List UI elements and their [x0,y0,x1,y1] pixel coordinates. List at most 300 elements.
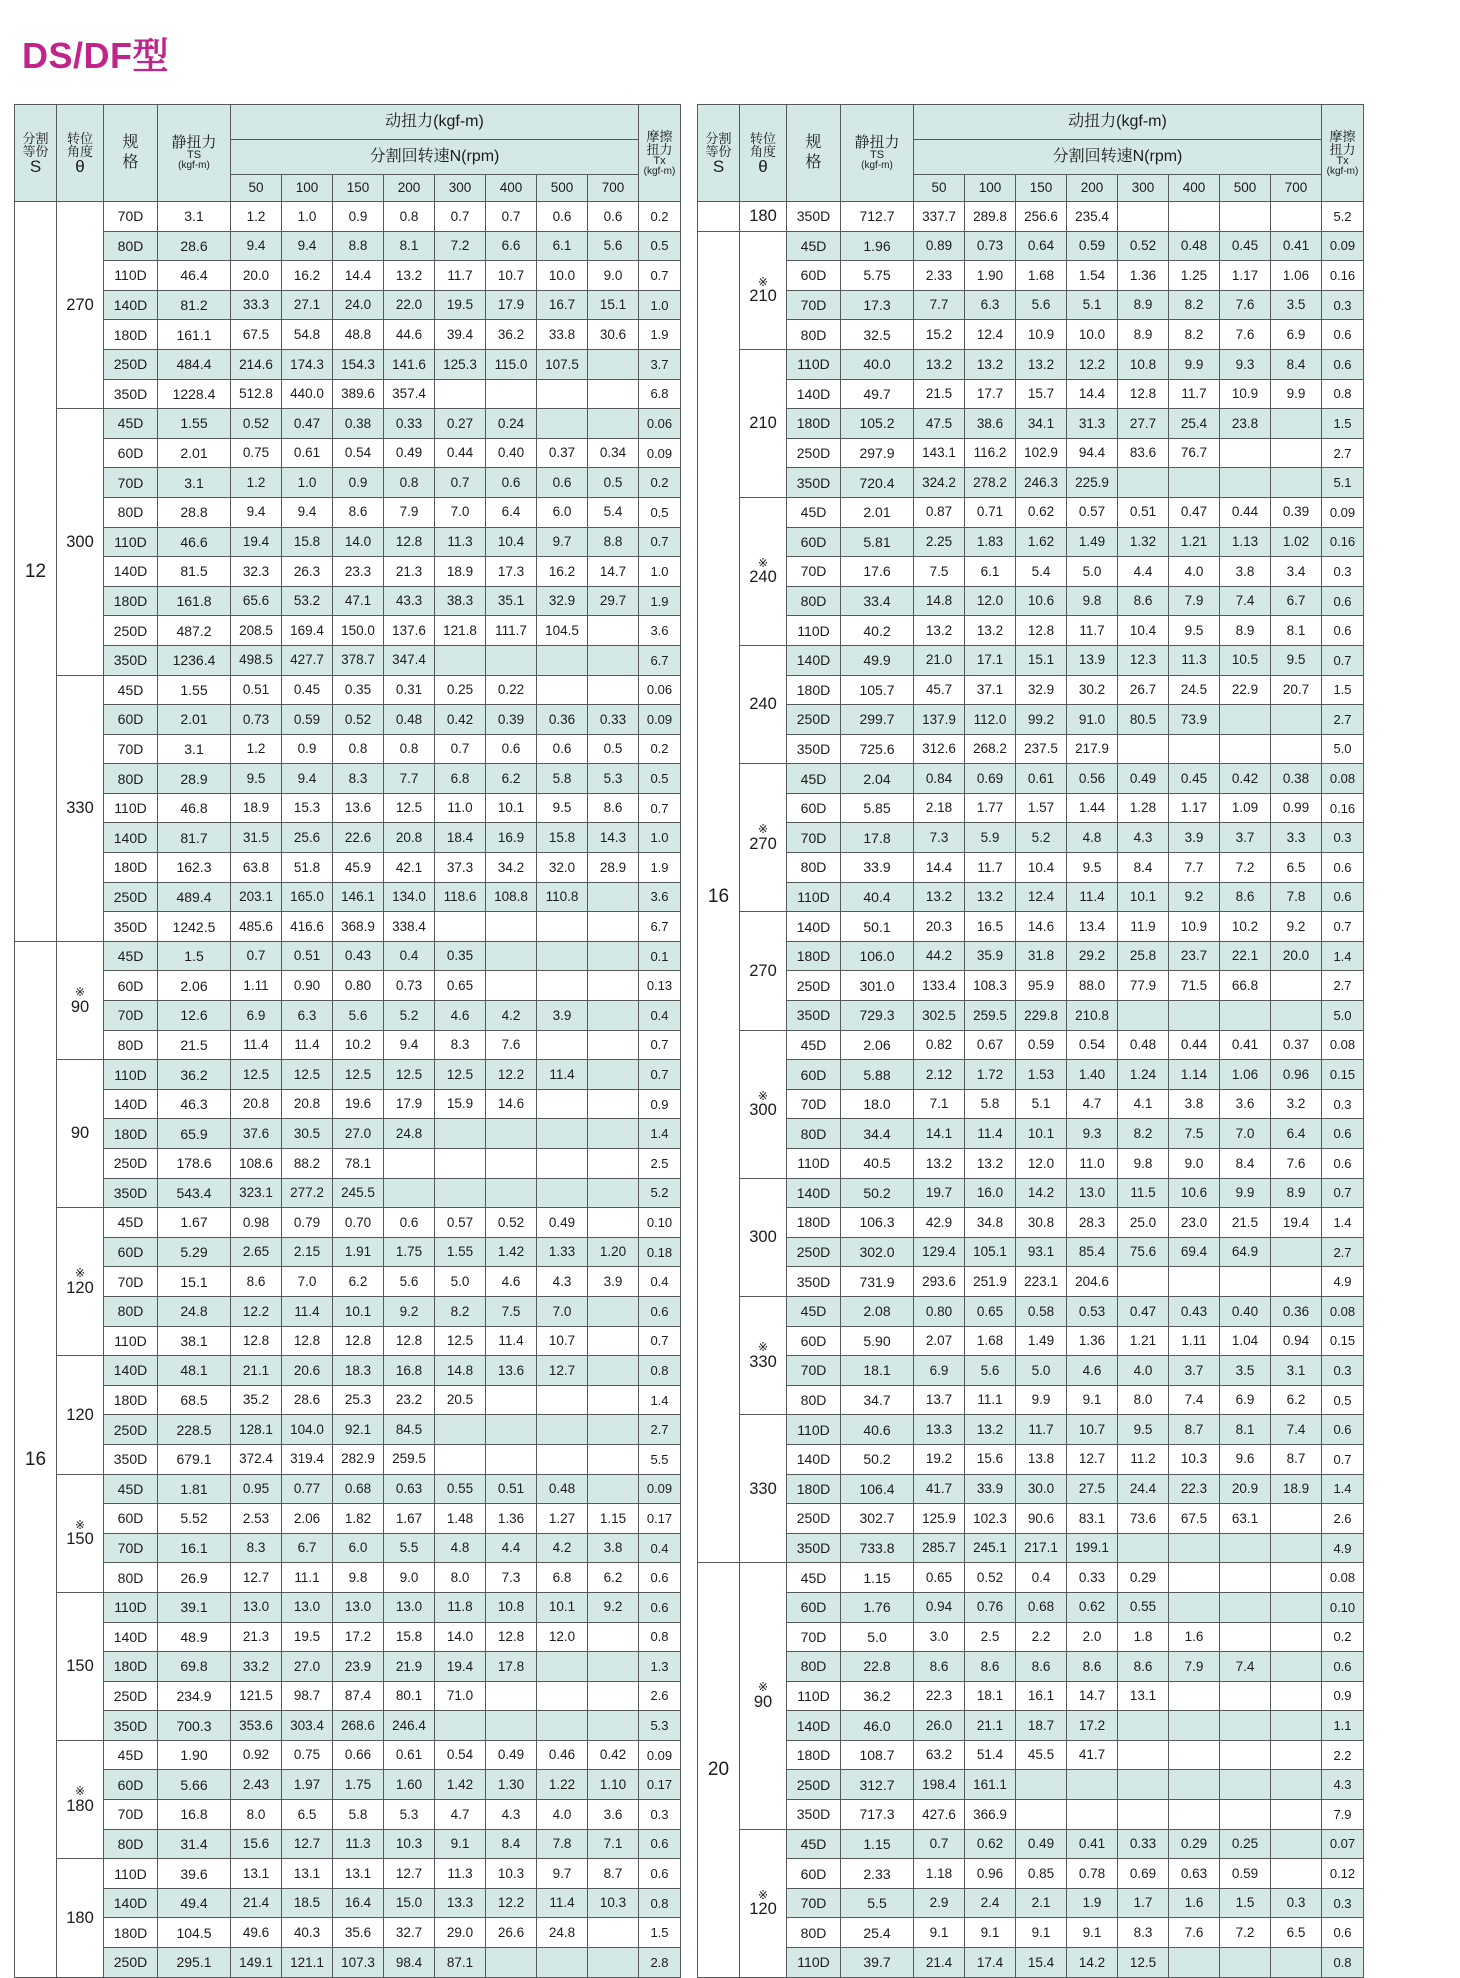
dynamic-torque-cell [435,645,486,675]
header-static-torque: 静扭力 TS (kgf-m) [158,105,231,202]
dynamic-torque-cell: 6.2 [333,1267,384,1297]
dynamic-torque-cell: 0.34 [588,438,639,468]
dynamic-torque-cell: 7.5 [914,557,965,587]
dynamic-torque-cell: 16.5 [965,912,1016,942]
dynamic-torque-cell: 13.0 [231,1592,282,1622]
dynamic-torque-cell: 47.1 [333,586,384,616]
table-row [15,1504,681,1534]
dynamic-torque-cell: 137.6 [384,616,435,646]
table-row [15,941,681,971]
dynamic-torque-cell: 11.7 [965,853,1016,883]
dynamic-torque-cell: 10.1 [1118,882,1169,912]
dynamic-torque-cell: 5.2 [384,1001,435,1031]
friction-torque-cell: 0.17 [639,1770,681,1800]
table-row [15,705,681,735]
static-torque-cell: 2.01 [158,438,231,468]
friction-torque-cell: 6.7 [639,645,681,675]
static-torque-cell: 5.0 [841,1622,914,1652]
dynamic-torque-cell [1220,1770,1271,1800]
dynamic-torque-cell: 10.3 [384,1829,435,1859]
dynamic-torque-cell: 259.5 [384,1444,435,1474]
dynamic-torque-cell: 1.15 [588,1504,639,1534]
dynamic-torque-cell: 0.55 [435,1474,486,1504]
friction-torque-cell: 0.10 [1322,1592,1364,1622]
spec-cell: 45D [787,231,841,261]
dynamic-torque-cell: 11.0 [1067,1149,1118,1179]
dynamic-torque-cell: 19.4 [1271,1208,1322,1238]
dynamic-torque-cell: 12.8 [1118,379,1169,409]
dynamic-torque-cell: 9.4 [231,231,282,261]
table-row [698,705,1364,735]
spec-cell: 60D [787,793,841,823]
header-speed-300: 300 [1118,175,1169,202]
dynamic-torque-cell: 217.1 [1016,1533,1067,1563]
dynamic-torque-cell: 9.9 [1220,1178,1271,1208]
header-speed-500: 500 [1220,175,1271,202]
dynamic-torque-cell: 0.76 [965,1592,1016,1622]
friction-torque-cell: 0.09 [639,705,681,735]
dynamic-torque-cell: 34.8 [965,1208,1016,1238]
static-torque-cell: 312.7 [841,1770,914,1800]
dynamic-torque-cell: 150.0 [333,616,384,646]
dynamic-torque-cell: 87.4 [333,1681,384,1711]
friction-torque-cell: 0.8 [1322,379,1364,409]
dynamic-torque-cell [588,1948,639,1978]
table-row [698,1149,1364,1179]
dynamic-torque-cell: 1.91 [333,1237,384,1267]
dynamic-torque-cell: 389.6 [333,379,384,409]
friction-torque-cell: 0.4 [639,1001,681,1031]
friction-torque-cell: 1.5 [1322,409,1364,439]
dynamic-torque-cell: 11.1 [965,1385,1016,1415]
spec-cell: 180D [787,1740,841,1770]
dynamic-torque-cell: 0.39 [1271,497,1322,527]
dynamic-torque-cell [1220,438,1271,468]
dynamic-torque-cell [1169,1740,1220,1770]
dynamic-torque-cell: 27.5 [1067,1474,1118,1504]
dynamic-torque-cell: 45.7 [914,675,965,705]
table-row [15,438,681,468]
dynamic-torque-cell: 7.2 [1220,853,1271,883]
static-torque-cell: 46.6 [158,527,231,557]
table-row [698,1652,1364,1682]
dynamic-torque-cell: 1.09 [1220,793,1271,823]
dynamic-torque-cell: 22.3 [914,1681,965,1711]
dynamic-torque-cell: 17.4 [965,1948,1016,1978]
angle-value-cell: 150 [57,1592,104,1740]
spec-cell: 250D [104,1948,158,1978]
dynamic-torque-cell: 24.5 [1169,675,1220,705]
dynamic-torque-cell: 7.3 [486,1563,537,1593]
dynamic-torque-cell [1271,1592,1322,1622]
dynamic-torque-cell: 8.8 [588,527,639,557]
spec-cell: 350D [104,645,158,675]
dynamic-torque-cell: 1.6 [1169,1888,1220,1918]
dynamic-torque-cell: 12.0 [1016,1149,1067,1179]
dynamic-torque-cell: 1.06 [1271,261,1322,291]
dynamic-torque-cell: 0.62 [965,1829,1016,1859]
dynamic-torque-cell: 498.5 [231,645,282,675]
dynamic-torque-cell: 13.1 [282,1859,333,1889]
static-torque-cell: 5.5 [841,1888,914,1918]
dynamic-torque-cell: 33.9 [965,1474,1016,1504]
dynamic-torque-cell: 2.43 [231,1770,282,1800]
static-torque-cell: 302.7 [841,1504,914,1534]
dynamic-torque-cell: 40.3 [282,1918,333,1948]
dynamic-torque-cell: 10.1 [333,1296,384,1326]
table-row [15,971,681,1001]
dynamic-torque-cell: 13.2 [914,882,965,912]
dynamic-torque-cell [537,675,588,705]
dynamic-torque-cell: 6.5 [1271,1918,1322,1948]
static-torque-cell: 81.5 [158,557,231,587]
dynamic-torque-cell: 15.8 [282,527,333,557]
dynamic-torque-cell: 6.0 [333,1533,384,1563]
friction-torque-cell: 0.16 [1322,527,1364,557]
dynamic-torque-cell: 37.3 [435,853,486,883]
friction-torque-cell: 0.6 [1322,586,1364,616]
dynamic-torque-cell: 0.59 [282,705,333,735]
table-row [698,231,1364,261]
dynamic-torque-cell: 1.11 [1169,1326,1220,1356]
dynamic-torque-cell: 29.2 [1067,941,1118,971]
dynamic-torque-cell: 8.6 [965,1652,1016,1682]
dynamic-torque-cell: 0.49 [1016,1829,1067,1859]
static-torque-cell: 1.67 [158,1208,231,1238]
dynamic-torque-cell: 0.52 [965,1563,1016,1593]
dynamic-torque-cell: 0.48 [1118,1030,1169,1060]
dynamic-torque-cell: 11.4 [282,1030,333,1060]
dynamic-torque-cell: 12.4 [965,320,1016,350]
friction-torque-cell: 0.3 [639,1800,681,1830]
asterisk-marker-icon: ※ [757,1680,769,1695]
dynamic-torque-cell: 0.47 [282,409,333,439]
dynamic-torque-cell: 1.10 [588,1770,639,1800]
dynamic-torque-cell: 3.3 [1271,823,1322,853]
dynamic-torque-cell: 16.2 [282,261,333,291]
dynamic-torque-cell: 8.3 [231,1533,282,1563]
static-torque-cell: 3.1 [158,202,231,232]
dynamic-torque-cell: 7.8 [1271,882,1322,912]
dynamic-torque-cell: 27.0 [282,1652,333,1682]
dynamic-torque-cell: 10.3 [588,1888,639,1918]
dynamic-torque-cell: 29.0 [435,1918,486,1948]
dynamic-torque-cell: 2.53 [231,1504,282,1534]
dynamic-torque-cell: 10.3 [1169,1444,1220,1474]
spec-cell: 80D [104,1563,158,1593]
dynamic-torque-cell: 115.0 [486,349,537,379]
friction-torque-cell: 0.5 [639,497,681,527]
dynamic-torque-cell: 11.7 [435,261,486,291]
static-torque-cell: 18.1 [841,1356,914,1386]
dynamic-torque-cell [588,1444,639,1474]
dynamic-torque-cell: 8.6 [1220,882,1271,912]
static-torque-cell: 5.66 [158,1770,231,1800]
friction-torque-cell: 6.7 [639,912,681,942]
dynamic-torque-cell: 5.0 [1016,1356,1067,1386]
dynamic-torque-cell: 0.33 [1118,1829,1169,1859]
dynamic-torque-cell: 87.1 [435,1948,486,1978]
static-torque-cell: 16.8 [158,1800,231,1830]
dynamic-torque-cell: 289.8 [965,202,1016,232]
angle-value-cell: ※ 300 [740,1030,787,1178]
dynamic-torque-cell [1118,1770,1169,1800]
dynamic-torque-cell: 17.2 [1067,1711,1118,1741]
table-row [15,1770,681,1800]
dynamic-torque-cell: 3.7 [1220,823,1271,853]
dynamic-torque-cell: 27.7 [1118,409,1169,439]
static-torque-cell: 5.88 [841,1060,914,1090]
friction-torque-cell: 5.3 [639,1711,681,1741]
dynamic-torque-cell: 19.6 [333,1089,384,1119]
dynamic-torque-cell: 11.4 [486,1326,537,1356]
dynamic-torque-cell: 36.2 [486,320,537,350]
friction-torque-cell: 0.6 [1322,1415,1364,1445]
dynamic-torque-cell: 102.9 [1016,438,1067,468]
spec-cell: 70D [787,290,841,320]
spec-cell: 350D [787,1533,841,1563]
dynamic-torque-cell: 0.6 [486,734,537,764]
dynamic-torque-cell: 19.4 [435,1652,486,1682]
spec-cell: 70D [787,1888,841,1918]
table-row [698,527,1364,557]
dynamic-torque-cell [588,379,639,409]
dynamic-torque-cell [384,1178,435,1208]
dynamic-torque-cell [486,1711,537,1741]
dynamic-torque-cell: 0.55 [1118,1592,1169,1622]
dynamic-torque-cell: 8.2 [1169,320,1220,350]
dynamic-torque-cell [435,1711,486,1741]
dynamic-torque-cell: 427.6 [914,1800,965,1830]
dynamic-torque-cell: 0.27 [435,409,486,439]
dynamic-torque-cell: 353.6 [231,1711,282,1741]
static-torque-cell: 178.6 [158,1149,231,1179]
dynamic-torque-cell: 1.57 [1016,793,1067,823]
dynamic-torque-cell [588,882,639,912]
static-torque-cell: 68.5 [158,1385,231,1415]
static-torque-cell: 39.6 [158,1859,231,1889]
spec-cell: 70D [787,1089,841,1119]
dynamic-torque-cell: 1.44 [1067,793,1118,823]
dynamic-torque-cell: 9.4 [282,231,333,261]
dynamic-torque-cell: 15.1 [1016,645,1067,675]
table-row [15,1888,681,1918]
spec-cell: 180D [104,1119,158,1149]
static-torque-cell: 700.3 [158,1711,231,1741]
dynamic-torque-cell: 2.4 [965,1888,1016,1918]
dynamic-torque-cell: 0.42 [1220,764,1271,794]
header-speed-100: 100 [965,175,1016,202]
dynamic-torque-cell: 225.9 [1067,468,1118,498]
table-row [15,1356,681,1386]
static-torque-cell: 49.9 [841,645,914,675]
dynamic-torque-cell: 0.42 [588,1740,639,1770]
dynamic-torque-cell: 4.0 [1169,557,1220,587]
dynamic-torque-cell: 14.6 [486,1089,537,1119]
static-torque-cell: 28.6 [158,231,231,261]
dynamic-torque-cell [1169,468,1220,498]
dynamic-torque-cell: 6.8 [435,764,486,794]
dynamic-torque-cell: 2.18 [914,793,965,823]
dynamic-torque-cell: 6.2 [1271,1385,1322,1415]
dynamic-torque-cell: 9.3 [1067,1119,1118,1149]
dynamic-torque-cell [435,1178,486,1208]
dynamic-torque-cell: 9.1 [1067,1385,1118,1415]
dynamic-torque-cell: 6.4 [486,497,537,527]
dynamic-torque-cell [486,1415,537,1445]
spec-cell: 180D [787,1208,841,1238]
dynamic-torque-cell [537,1178,588,1208]
table-row [698,1385,1364,1415]
dynamic-torque-cell: 31.8 [1016,941,1067,971]
header-speed-700: 700 [588,175,639,202]
dynamic-torque-cell: 1.17 [1220,261,1271,291]
table-row [15,379,681,409]
static-torque-cell: 3.1 [158,734,231,764]
header-dynamic-torque: 动扭力(kgf-m) [914,105,1322,140]
dynamic-torque-cell: 293.6 [914,1267,965,1297]
table-row [698,1001,1364,1031]
dynamic-torque-cell: 0.4 [1016,1563,1067,1593]
dynamic-torque-cell [537,1444,588,1474]
dynamic-torque-cell [435,1444,486,1474]
spec-cell: 60D [787,527,841,557]
dynamic-torque-cell: 8.0 [1118,1385,1169,1415]
dynamic-torque-cell: 16.4 [333,1888,384,1918]
dynamic-torque-cell: 137.9 [914,705,965,735]
dynamic-torque-cell: 0.9 [282,734,333,764]
friction-torque-cell: 0.7 [1322,1178,1364,1208]
spec-cell: 140D [787,1178,841,1208]
friction-torque-cell: 0.7 [639,1326,681,1356]
dynamic-torque-cell: 9.4 [282,764,333,794]
angle-value-cell: ※ 90 [740,1563,787,1829]
dynamic-torque-cell: 49.6 [231,1918,282,1948]
data-table-left [14,104,681,1978]
spec-cell: 80D [787,586,841,616]
dynamic-torque-cell: 0.95 [231,1474,282,1504]
dynamic-torque-cell: 13.9 [1067,645,1118,675]
dynamic-torque-cell: 1.06 [1220,1060,1271,1090]
dynamic-torque-cell: 256.6 [1016,202,1067,232]
dynamic-torque-cell: 107.3 [333,1948,384,1978]
table-row [698,497,1364,527]
dynamic-torque-cell: 8.7 [588,1859,639,1889]
dynamic-torque-cell: 0.49 [537,1208,588,1238]
dynamic-torque-cell [384,1149,435,1179]
header-rotation-speed: 分割回转速N(rpm) [231,140,639,175]
dynamic-torque-cell: 0.6 [486,468,537,498]
dynamic-torque-cell: 0.48 [537,1474,588,1504]
table-row [15,1326,681,1356]
dynamic-torque-cell: 0.59 [1016,1030,1067,1060]
static-torque-cell: 297.9 [841,438,914,468]
dynamic-torque-cell: 107.5 [537,349,588,379]
table-row [698,1740,1364,1770]
dynamic-torque-cell: 8.3 [333,764,384,794]
dynamic-torque-cell [1220,1681,1271,1711]
spec-cell: 110D [104,1859,158,1889]
dynamic-torque-cell: 8.6 [1067,1652,1118,1682]
static-torque-cell: 161.8 [158,586,231,616]
table-row [15,1385,681,1415]
spec-cell: 80D [787,1119,841,1149]
spec-cell: 350D [787,1001,841,1031]
spec-cell: 250D [104,882,158,912]
dynamic-torque-cell: 9.0 [588,261,639,291]
angle-value-cell: ※ 180 [57,1740,104,1858]
dynamic-torque-cell: 0.45 [282,675,333,705]
dynamic-torque-cell: 1.02 [1271,527,1322,557]
dynamic-torque-cell: 204.6 [1067,1267,1118,1297]
dynamic-torque-cell: 0.44 [1220,497,1271,527]
static-torque-cell: 25.4 [841,1918,914,1948]
dynamic-torque-cell [1271,1711,1322,1741]
friction-torque-cell: 1.0 [639,823,681,853]
dynamic-torque-cell: 14.4 [333,261,384,291]
dynamic-torque-cell: 8.3 [435,1030,486,1060]
spec-cell: 45D [104,409,158,439]
dynamic-torque-cell: 0.51 [231,675,282,705]
dynamic-torque-cell [1220,1563,1271,1593]
dynamic-torque-cell: 3.9 [1169,823,1220,853]
dynamic-torque-cell [1271,202,1322,232]
dynamic-torque-cell: 13.0 [384,1592,435,1622]
angle-value-cell: ※ 240 [740,497,787,645]
dynamic-torque-cell: 0.79 [282,1208,333,1238]
dynamic-torque-cell: 10.2 [333,1030,384,1060]
dynamic-torque-cell: 71.5 [1169,971,1220,1001]
table-row [15,261,681,291]
friction-torque-cell: 1.0 [639,557,681,587]
dynamic-torque-cell: 7.7 [914,290,965,320]
dynamic-torque-cell: 0.58 [1016,1296,1067,1326]
spec-cell: 80D [787,320,841,350]
dynamic-torque-cell: 17.1 [965,645,1016,675]
dynamic-torque-cell: 12.2 [486,1888,537,1918]
dynamic-torque-cell [1169,1948,1220,1978]
dynamic-torque-cell: 7.5 [1169,1119,1220,1149]
spec-cell: 80D [787,1652,841,1682]
dynamic-torque-cell: 25.4 [1169,409,1220,439]
dynamic-torque-cell [1220,468,1271,498]
dynamic-torque-cell: 0.80 [333,971,384,1001]
dynamic-torque-cell: 0.41 [1271,231,1322,261]
spec-cell: 250D [104,1149,158,1179]
dynamic-torque-cell [1220,202,1271,232]
dynamic-torque-cell: 14.3 [588,823,639,853]
table-row [15,1119,681,1149]
table-row [698,1296,1364,1326]
spec-cell: 60D [104,1770,158,1800]
dynamic-torque-cell: 17.3 [486,557,537,587]
friction-torque-cell: 2.6 [639,1681,681,1711]
dynamic-torque-cell: 368.9 [333,912,384,942]
dynamic-torque-cell: 38.3 [435,586,486,616]
static-torque-cell: 48.9 [158,1622,231,1652]
dynamic-torque-cell: 15.3 [282,793,333,823]
dynamic-torque-cell [1271,1800,1322,1830]
dynamic-torque-cell: 485.6 [231,912,282,942]
dynamic-torque-cell: 0.6 [384,1208,435,1238]
dynamic-torque-cell [588,1326,639,1356]
dynamic-torque-cell: 161.1 [965,1770,1016,1800]
dynamic-torque-cell: 0.41 [1220,1030,1271,1060]
dynamic-torque-cell [588,1415,639,1445]
static-torque-cell: 3.1 [158,468,231,498]
dynamic-torque-cell: 71.0 [435,1681,486,1711]
dynamic-torque-cell [537,1149,588,1179]
